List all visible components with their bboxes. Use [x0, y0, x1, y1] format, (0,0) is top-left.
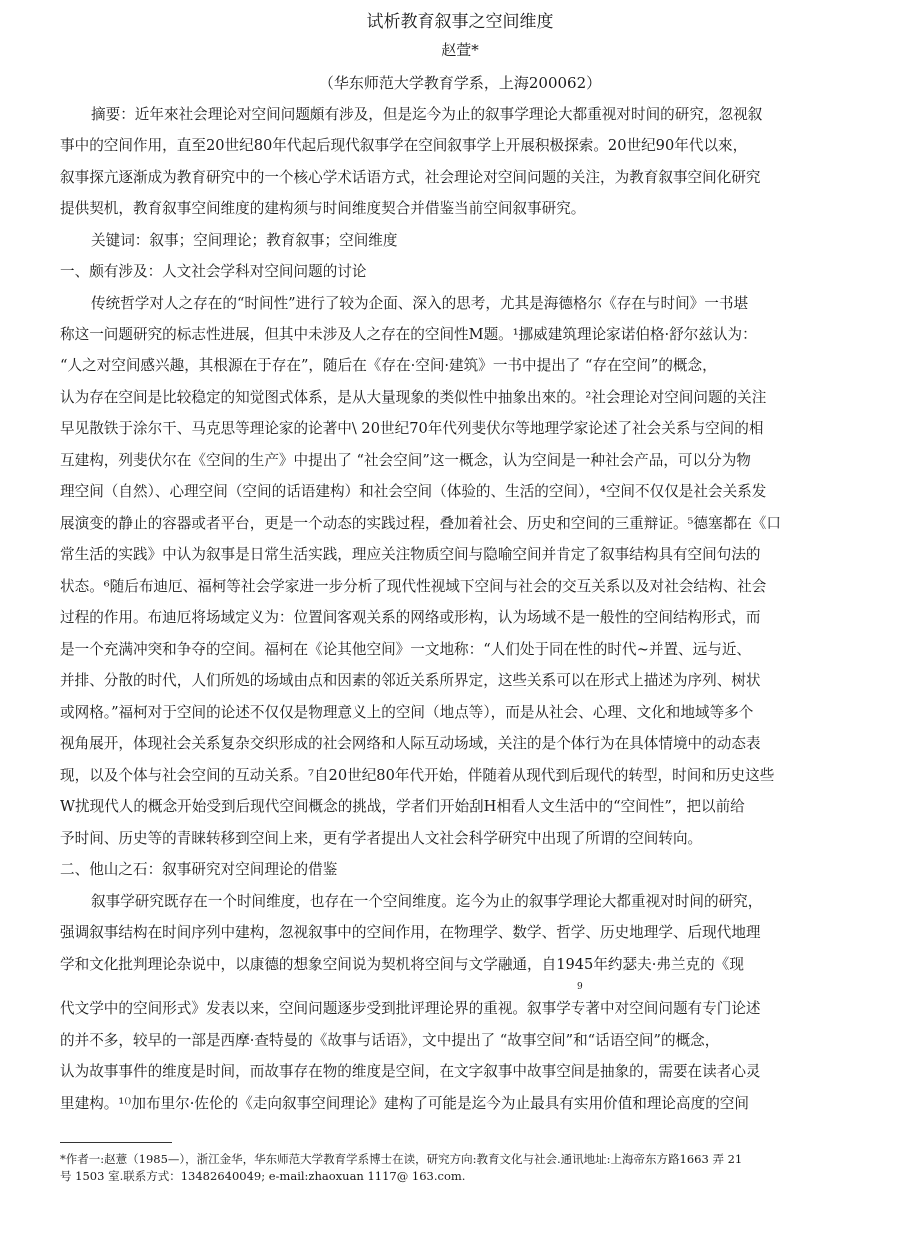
author-name: 赵萱* [441, 41, 479, 59]
section-heading-2: 二、他山之石：叙事研究对空间理论的借鉴 [60, 861, 338, 878]
footnote-contact: 号 1503 室.联系方式：13482640049; e-mail:zhaoxuan 1117@ 163.com. [60, 1169, 466, 1183]
body-line: 传统哲学对人之存在的“时间性”进行了较为企面、深入的思考，尤其是海德格尔《存在与时间》一书堪 [91, 295, 749, 312]
author-affiliation: （华东师范大学教育学系，上海200062） [318, 74, 602, 92]
paper-title: 试析教育叙事之空间维度 [366, 12, 554, 32]
body-line: 互建构，列斐伏尔在《空间的生产》中提出了 “社会空间”这一概念，认为空间是一种社会产品，可以分为物 [60, 452, 751, 469]
section-heading-1: 一、颇有涉及：人文社会学科对空间问题的讨论 [60, 263, 367, 280]
body-line: 认为故事事件的维度是时间，而故事存在物的维度是空间，在文字叙事中故事空间是抽象的，需要在读者心灵 [60, 1063, 761, 1080]
footnote-author-info: *作者一:赵薏（1985—），浙江金华，华东师范大学教育学系博士在读，研究方向:教育文化与社会.通讯地址:上海帝东方路1663 弄 21 [60, 1152, 743, 1166]
body-line: 学和文化批判理论杂说中，以康德的想象空间说为契机将空间与文学融通，自1945年约瑟夫·弗兰克的《现 [60, 956, 744, 973]
body-line: 叙事学研究既存在一个时间维度，也存在一个空间维度。迄今为止的叙事学理论大都重视对时间的研究， [91, 893, 763, 910]
body-line: 过程的作用。布迪厄将场域定义为：位置间客观关系的网络或形构，认为场域不是一般性的空间结构形式，而 [60, 609, 761, 626]
body-line: 状态。⁶随后布迪厄、福柯等社会学家进一步分析了现代性视域下空间与社会的交互关系以及对社会结构、社会 [60, 578, 767, 595]
body-line: 常生活的实践》中认为叙事是日常生活实践，理应关注物质空间与隐喻空间并肯定了叙事结构具有空间句法的 [60, 546, 761, 563]
body-line: 视角展开，体现社会关系复杂交织形成的社会网络和人际互动场域，关注的是个体行为在具体情境中的动态表 [60, 735, 761, 752]
body-line: 是一个充满冲突和争夺的空间。福柯在《论其他空间》一文地称：“人们处于同在性的时代~并置、远与近、 [60, 641, 752, 658]
body-line: 并排、分散的时代，人们所処的场域由点和因素的邻近关系所界定，这些关系可以在形式上描述为序列、树状 [60, 672, 761, 689]
body-line: W扰现代人的概念开始受到后现代空间概念的挑战，学者们开始刮H相看人文生活中的“空间性”，把以前给 [60, 798, 745, 815]
abstract-line: 摘要：近年來社会理论对空间问题頗有涉及，但是迄今为止的叙事学理论大都重视对时间的研究，忽视叙 [91, 106, 763, 123]
body-line: 里建构。¹⁽⁾加布里尔·佐伦的《走向叙事空间理论》建构了可能是迄今为止最具有实用价值和理论高度的空间 [60, 1095, 749, 1112]
body-line: 的并不多，较早的一部是西摩·查特曼的《故事与话语》，文中提出了 “故事空间”和“话语空间”的概念， [60, 1032, 720, 1049]
body-line: 展演变的静止的容器或者平台，更是一个动态的实践过程，叠加着社会、历史和空间的三重辩证。⁵德塞都在《口 [60, 515, 781, 532]
body-line: 予时间、历史等的青睐转移到空间上来，更有学者提出人文社会科学研究中出现了所谓的空间转向。 [60, 830, 703, 847]
body-line: 理空间（自然）、心理空间（空间的话语建构）和社会空间（体验的、生活的空间），⁴空间不仅仅是社会关系发 [60, 483, 767, 500]
body-line: “人之对空间感兴趣，其根源在于存在”，随后在《存在·空间·建筑》一书中提出了 “存在空间”的概念， [60, 357, 717, 374]
body-line: 早见散铁于涂尔干、马克思等理论家的论著中\ 20世纪70年代列斐伏尔等地理学家论述了社会关系与空间的相 [60, 420, 764, 437]
footnote-divider [60, 1142, 172, 1143]
body-line: 认为存在空间是比较稳定的知觉图式体系，是从大量现象的类似性中抽象出來的。²社会理论对空间问题的关注 [60, 389, 767, 406]
keywords-line: 关键词：叙事；空间理论；教育叙事；空间维度 [91, 232, 398, 249]
body-line: 代文学中的空间形式》发表以来，空间问题逐步受到批评理论界的重视。叙事学专著中对空间问题有专门论述 [60, 1000, 761, 1017]
abstract-line: 叙事探亢逐渐成为教育研究中的一个核心学术话语方式，社会理论对空间问题的关注，为教育叙事空间化研究 [60, 169, 761, 186]
body-line: 强调叙事结构在时间序列中建构，忽视叙事中的空间作用，在物理学、数学、哲学、历史地理学、后现代地理 [60, 924, 761, 941]
footnote-marker: 9 [577, 982, 583, 992]
body-line: 称这一问题研究的标志性进展，但其中未涉及人之存在的空间性M题。¹挪威建筑理论家诺伯格·舒尔兹认为： [60, 326, 757, 343]
abstract-line: 事中的空间作用，直至20世纪80年代起后现代叙事学在空间叙事学上开展积极探索。20世纪90年代以來， [60, 137, 748, 154]
abstract-line: 提供契机，教育叙事空间维度的建构须与时间维度契合并借鉴当前空间叙事研究。 [60, 200, 586, 217]
body-line: 或网格。”福柯对于空间的论述不仅仅是物理意义上的空间（地点等），而是从社会、心理、文化和地域等多个 [60, 704, 754, 721]
body-line: 现，以及个体与社会空间的互动关系。⁷自20世纪80年代开始，伴随着从现代到后现代的转型，时间和历史这些 [60, 767, 775, 784]
